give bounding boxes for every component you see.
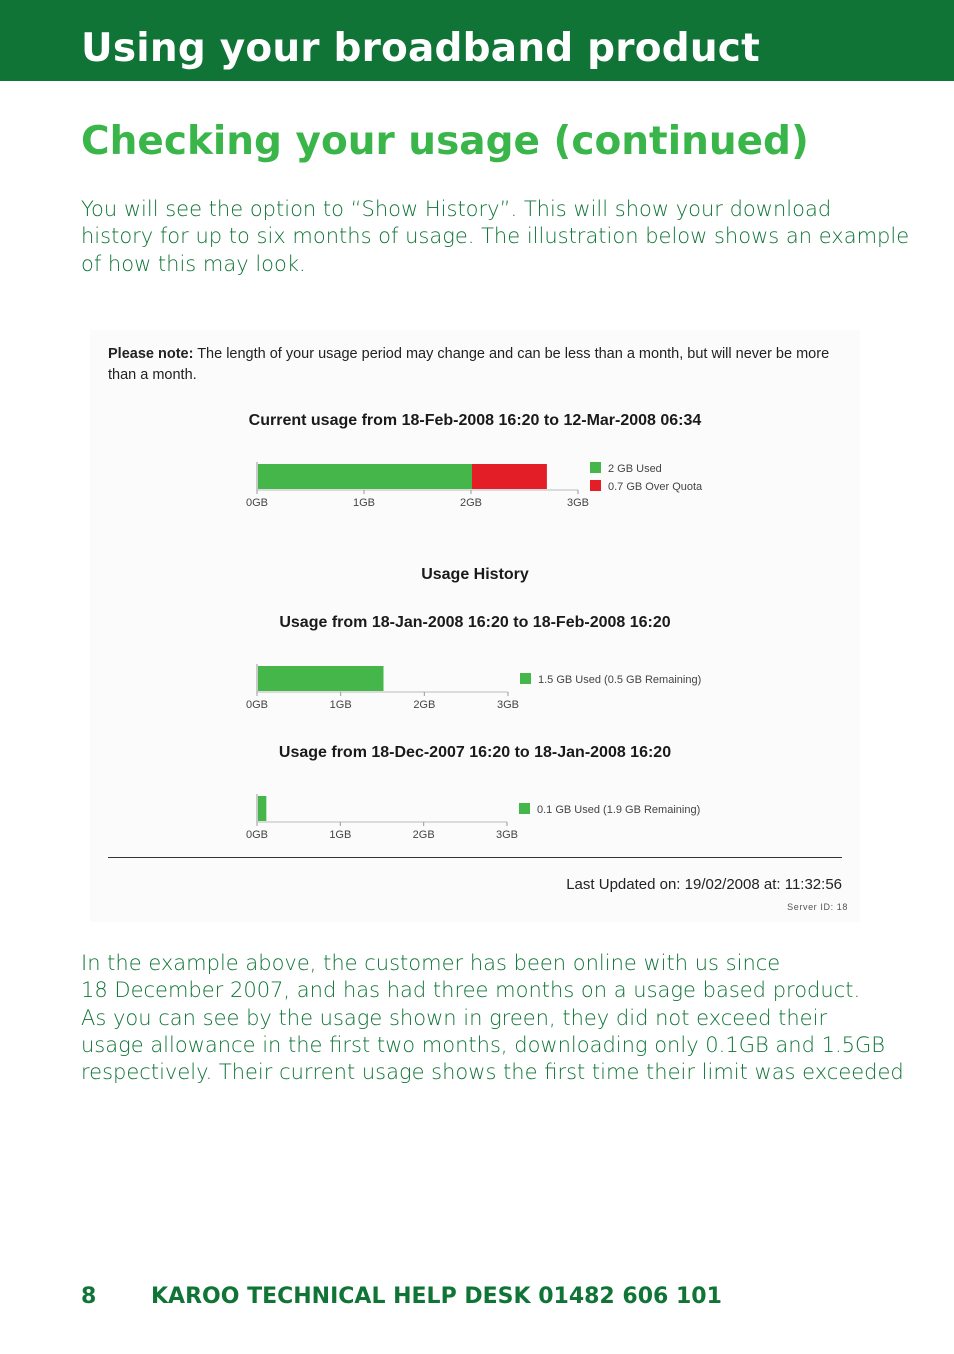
outro-line: As you can see by the usage shown in green, they did not exceed their (81, 1005, 828, 1030)
chart-tick-label: 0GB (245, 497, 269, 509)
divider-rule (108, 857, 842, 858)
legend-swatch (520, 673, 531, 684)
chart-tick-label: 1GB (329, 699, 352, 711)
chart-tick-label: 2GB (412, 829, 435, 841)
chart-tick-label: 0GB (245, 829, 269, 841)
chart-title-history-1: Usage from 18-Jan-2008 16:20 to 18-Feb-2008 16:20 (279, 614, 671, 631)
chart-title-current: Current usage from 18-Feb-2008 16:20 to 12-Mar-2008 06:34 (248, 412, 702, 429)
server-id: Server ID: 18 (787, 902, 848, 912)
chart-bar-segment (472, 464, 547, 489)
help-desk-line: KAROO TECHNICAL HELP DESK 01482 606 101 (151, 1284, 722, 1309)
legend-label: 2 GB Used (608, 463, 662, 475)
footer (81, 1284, 722, 1309)
chart-bar-segment (258, 796, 266, 821)
last-updated: Last Updated on: 19/02/2008 at: 11:32:56 (566, 876, 842, 893)
legend-swatch (590, 462, 601, 473)
page-number: 8 (81, 1284, 97, 1309)
legend-label: 1.5 GB Used (0.5 GB Remaining) (538, 674, 702, 686)
legend-swatch (590, 480, 601, 491)
intro-line: history for up to six months of usage. The illustration below shows an example (81, 224, 910, 249)
chart-tick-label: 2GB (459, 497, 483, 509)
page-title: Checking your usage (continued) (81, 119, 809, 164)
chart-tick-label: 0GB (245, 699, 269, 711)
note-label: Please note: (108, 346, 194, 362)
chart-bar-segment (258, 666, 384, 691)
legend-swatch (519, 803, 530, 814)
legend-label: 0.1 GB Used (1.9 GB Remaining) (537, 804, 701, 816)
outro-paragraph (81, 950, 904, 1086)
usage-screenshot (90, 330, 860, 922)
chart-tick-label: 3GB (566, 497, 590, 509)
chart-tick-label: 3GB (495, 829, 519, 841)
note-text: The length of your usage period may change and can be less than a month, but will never be more than a month. (108, 346, 830, 383)
outro-line: respectively. Their current usage shows the first time their limit was exceeded (81, 1060, 904, 1085)
outro-line: usage allowance in the first two months, downloading only 0.1GB and 1.5GB (81, 1032, 886, 1057)
intro-line: You will see the option to “Show History”. This will show your download (81, 197, 832, 221)
chart-tick-label: 1GB (329, 829, 352, 841)
chart-tick-label: 2GB (413, 699, 436, 711)
usage-history-heading: Usage History (421, 566, 529, 583)
header-band (0, 0, 954, 81)
outro-line: In the example above, the customer has been online with us since (81, 951, 781, 975)
usage-charts (90, 330, 860, 922)
outro-line: 18 December 2007, and has had three months on a usage based product. (81, 978, 861, 1003)
intro-paragraph (81, 196, 909, 278)
chart-title-history-2: Usage from 18-Dec-2007 16:20 to 18-Jan-2008 16:20 (278, 744, 672, 761)
section-title: Using your broadband product (81, 26, 760, 71)
intro-line: of how this may look. (81, 251, 306, 276)
chart-tick-label: 1GB (352, 497, 376, 509)
chart-tick-label: 3GB (496, 699, 520, 711)
legend-label: 0.7 GB Over Quota (608, 481, 703, 493)
chart-bar-segment (258, 464, 472, 489)
